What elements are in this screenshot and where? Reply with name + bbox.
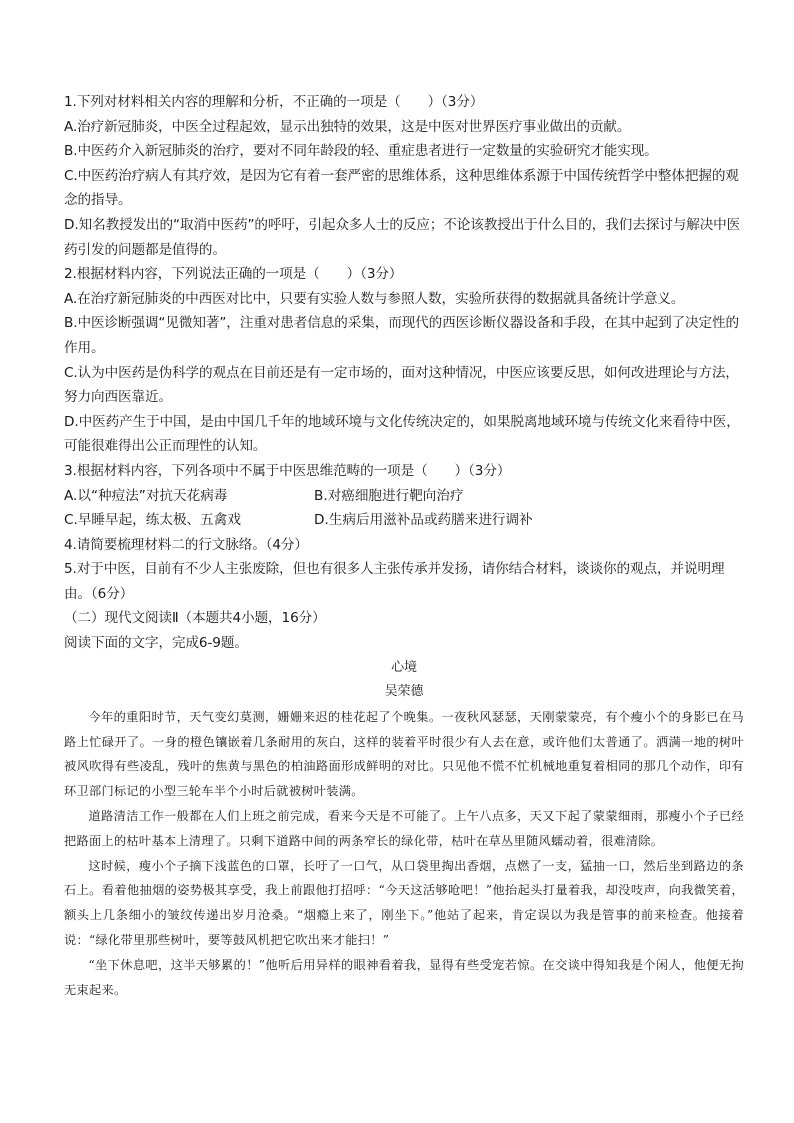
question-1-option-a: A.治疗新冠肺炎，中医全过程起效，显示出独特的效果，这是中医对世界医疗事业做出的贡献。 xyxy=(64,118,631,135)
essay-paragraph: 道路清洁工作一般都在人们上班之前完成，看来今天是不可能了。上午八点多，天又下起了蒙蒙细雨，那瘦小个子已经把路面上的枯叶基本上清理了。只剩下道路中间的两条窄长的绿化带，枯叶在草丛里随风蠕动着，很难清除。 xyxy=(64,809,744,848)
question-4-stem: 4.请简要梳理材料二的行文脉络。（4分） xyxy=(64,536,308,553)
question-3-stem: 3.根据材料内容，下列各项中不属于中医思维范畴的一项是（ ）（3分） xyxy=(64,462,511,479)
question-2-option-c: C.认为中医药是伪科学的观点在目前还是有一定市场的，面对这种情况，中医应该要反思，如何改进理论与方法，努力向西医靠近。 xyxy=(64,364,739,406)
section-heading: （二）现代文阅读Ⅱ（本题共4小题，16分） xyxy=(64,610,326,627)
question-3-option-c: C.早睡早起，练太极、五禽戏 xyxy=(64,512,241,529)
question-2-option-b: B.中医诊断强调“见微知著”，注重对患者信息的采集，而现代的西医诊断仪器设备和手段，在其中起到了决定性的作用。 xyxy=(64,315,740,356)
question-3-option-b: B.对癌细胞进行靶向治疗 xyxy=(314,487,464,504)
question-1-option-d: D.知名教授发出的“取消中医药”的呼吁，引起众多人士的反应；不论该教授出于什么目的，我们去探讨与解决中医药引发的问题都是值得的。 xyxy=(64,216,741,258)
essay-body xyxy=(64,705,744,1003)
question-block xyxy=(64,90,744,1002)
question-2-option-a: A.在治疗新冠肺炎的中西医对比中，只要有实验人数与参照人数，实验所获得的数据就具备统计学意义。 xyxy=(64,290,685,307)
question-3-option-d: D.生病后用滋补品或药膳来进行调补 xyxy=(314,512,533,529)
question-1-option-b: B.中医药介入新冠肺炎的治疗，要对不同年龄段的轻、重症患者进行一定数量的实验研究才能实现。 xyxy=(64,143,658,160)
question-3-options-row-1 xyxy=(64,484,744,509)
essay-author: 吴荣德 xyxy=(384,684,424,700)
essay-paragraph: 这时候，瘦小个子摘下浅蓝色的口罩，长吁了一口气，从口袋里掏出香烟，点燃了一支，猛抽一口，然后坐到路边的条石上。看着他抽烟的姿势极其享受，我上前跟他打招呼：“今天这活够呛吧！”他抬起头打量着我，却没吱声，向我微笑着，额头上几条细小的皱纹传递出岁月沧桑。“烟瘾上来了，刚坐下。”他站了起来，肯定误以为我是管事的前来检查。他接着说：“绿化带里那些树叶，要等鼓风机把它吹出来才能扫！” xyxy=(64,858,744,948)
question-2-option-d: D.中医药产生于中国，是由中国几千年的地域环境与文化传统决定的，如果脱离地域环境与传统文化来看待中医，可能很难得出公正而理性的认知。 xyxy=(64,413,740,455)
essay-paragraph: 今年的重阳时节，天气变幻莫测，姗姗来迟的桂花起了个晚集。一夜秋风瑟瑟，天刚蒙蒙亮，有个瘦小个的身影已在马路上忙碌开了。一身的橙色镶嵌着几条耐用的灰白，这样的装着平时很少有人去在意，或许他们太普通了。洒满一地的树叶被风吹得有些凌乱，残叶的焦黄与黑色的柏油路面形成鲜明的对比。只见他不慌不忙机械地重复着相同的那几个动作，印有环卫部门标记的小型三轮车半个小时后就被树叶装满。 xyxy=(64,709,744,799)
question-1-stem: 1.下列对材料相关内容的理解和分析，不正确的一项是（ ）（3分） xyxy=(64,94,484,110)
question-3-option-a: A.以“种痘法”对抗天花病毒 xyxy=(64,487,228,504)
essay-title: 心境 xyxy=(391,659,417,675)
question-3-options-row-2 xyxy=(64,508,744,533)
question-1-option-c: C.中医药治疗病人有其疗效，是因为它有着一套严密的思维体系，这种思维体系源于中国传统哲学中整体把握的观念的指导。 xyxy=(64,167,739,209)
essay-paragraph: “坐下休息吧，这半天够累的！”他听后用异样的眼神看着我，显得有些受宠若惊。在交谈中得知我是个闲人，他便无拘无束起来。 xyxy=(64,957,744,997)
question-5-stem: 5.对于中医，目前有不少人主张废除，但也有很多人主张传承并发扬，请你结合材料，谈谈你的观点，并说明理由。（6分） xyxy=(64,561,725,602)
question-2-stem: 2.根据材料内容，下列说法正确的一项是（ ）（3分） xyxy=(64,266,403,283)
section-instruction: 阅读下面的文字，完成6-9题。 xyxy=(64,635,248,652)
